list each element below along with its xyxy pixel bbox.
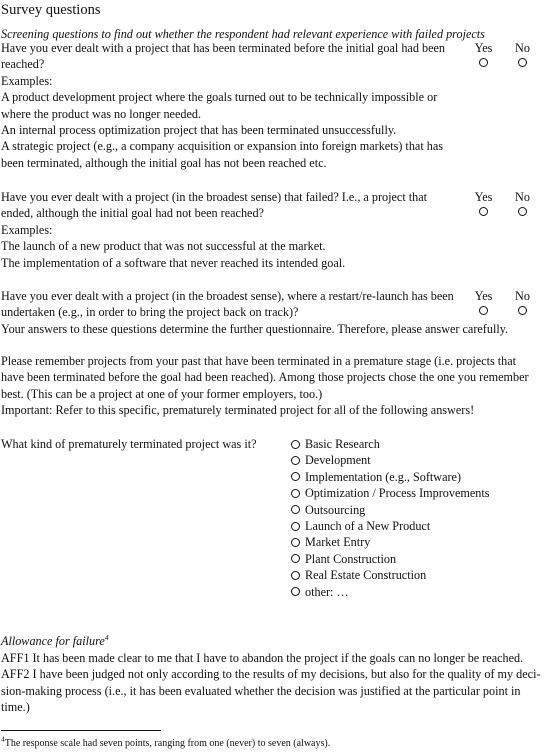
- option-label: Development: [305, 453, 371, 468]
- option-label: other: …: [305, 584, 349, 599]
- option-radio[interactable]: [291, 587, 300, 596]
- paragraph-line: best. (This can be a project at one of your former employers, too.): [1, 386, 323, 401]
- example-line: where the product was no longer needed.: [1, 106, 202, 121]
- remember-paragraph: [1, 353, 551, 419]
- aff2-item-cont: sion-making process (i.e., it has been evaluated whether the decision was justified at the particular point in: [1, 683, 521, 698]
- question-1-line: reached?: [1, 57, 45, 72]
- paragraph-line: Please remember projects from your past that have been terminated in a premature stage (i.e. projects that: [1, 354, 517, 368]
- kind-option[interactable]: [291, 485, 489, 501]
- q2-yes-radio[interactable]: [479, 207, 488, 216]
- option-label: Basic Research: [305, 437, 380, 451]
- allowance-heading: [1, 633, 109, 649]
- example-line: A strategic project (e.g., a company acquisition or expansion into foreign markets) that has: [1, 139, 444, 154]
- option-radio[interactable]: [291, 571, 300, 580]
- option-label: Market Entry: [305, 535, 371, 550]
- kind-option[interactable]: [291, 469, 489, 485]
- examples-label: Examples:: [1, 222, 53, 237]
- option-label: Launch of a New Product: [305, 518, 431, 533]
- question-2: [1, 189, 471, 271]
- question-2-line: Have you ever dealt with a project (in the broadest sense) that failed? I.e., a project that: [1, 190, 428, 204]
- kind-option[interactable]: [291, 567, 489, 583]
- example-line: been terminated, although the initial goal has not been reached etc.: [1, 155, 327, 170]
- aff1-item: AFF1 It has been made clear to me that I have to abandon the project if the goals can no longer be reached.: [1, 651, 524, 665]
- footnote-text: The response scale had seven points, ranging from one (never) to seven (always).: [4, 738, 331, 749]
- aff2-item-cont: time.): [1, 700, 30, 715]
- option-radio[interactable]: [291, 440, 300, 449]
- option-radio[interactable]: [291, 505, 300, 514]
- kind-option[interactable]: [291, 534, 489, 550]
- question-1: [1, 40, 471, 171]
- option-radio[interactable]: [291, 538, 300, 547]
- option-radio[interactable]: [291, 472, 300, 481]
- allowance-heading-text: Allowance for failure: [1, 634, 105, 648]
- footnote-mark: 4: [1, 734, 5, 744]
- no-label: No: [515, 289, 530, 303]
- important-note: Important: Refer to this specific, prematurely terminated project for all of the following answers!: [1, 403, 475, 418]
- q1-yes-radio[interactable]: [479, 58, 488, 67]
- kind-option[interactable]: [291, 551, 489, 567]
- yes-label: Yes: [474, 289, 493, 303]
- option-radio[interactable]: [291, 522, 300, 531]
- question-3: [1, 288, 541, 337]
- footnote: [1, 734, 331, 750]
- q3-no-radio[interactable]: [518, 306, 527, 315]
- question-1-line: Have you ever dealt with a project that has been terminated before the initial goal had been: [1, 41, 445, 55]
- question-3-line: Have you ever dealt with a project (in the broadest sense), where a restart/re-launch has been: [1, 289, 454, 303]
- kind-option[interactable]: [291, 584, 489, 600]
- no-label: No: [515, 41, 530, 55]
- example-line: A product development project where the goals turned out to be technically impossible or: [1, 90, 438, 105]
- project-kind-question: What kind of prematurely terminated project was it?: [1, 437, 257, 451]
- example-line: The implementation of a software that never reached its intended goal.: [1, 255, 346, 270]
- option-radio[interactable]: [291, 456, 300, 465]
- footnote-ref: 4: [104, 632, 109, 642]
- paragraph-line: have been terminated before the goal had been reached). Among those projects chose the one you remember: [1, 370, 529, 385]
- allowance-items: [1, 650, 553, 716]
- q1-no-radio[interactable]: [518, 58, 527, 67]
- question-3-yes-no: [464, 288, 542, 315]
- project-kind-options: [291, 436, 489, 600]
- example-line: The launch of a new product that was not successful at the market.: [1, 239, 326, 254]
- option-radio[interactable]: [291, 554, 300, 563]
- instruction-text: Your answers to these questions determine the further questionnaire. Therefore, please answer carefully.: [1, 321, 509, 336]
- option-label: Real Estate Construction: [305, 568, 427, 583]
- yes-label: Yes: [474, 190, 493, 204]
- aff2-item: AFF2 I have been judged not only according to the results of my decisions, but also for the quality of my deci-: [1, 667, 541, 682]
- examples-label: Examples:: [1, 73, 53, 88]
- page-title: Survey questions: [1, 2, 101, 18]
- option-label: Plant Construction: [305, 551, 397, 566]
- question-3-line: undertaken (e.g., in order to bring the project back on track)?: [1, 305, 299, 320]
- kind-option[interactable]: [291, 518, 489, 534]
- question-2-yes-no: [464, 189, 542, 216]
- example-line: An internal process optimization project that has been terminated unsuccessfully.: [1, 123, 397, 138]
- option-label: Implementation (e.g., Software): [305, 469, 462, 484]
- no-label: No: [515, 190, 530, 204]
- section-subtitle: Screening questions to find out whether the respondent had relevant experience with failed projects: [1, 27, 485, 41]
- question-2-line: ended, although the initial goal had not been reached?: [1, 206, 264, 221]
- kind-option[interactable]: [291, 502, 489, 518]
- footnote-divider: [1, 730, 161, 731]
- option-radio[interactable]: [291, 489, 300, 498]
- yes-label: Yes: [474, 41, 493, 55]
- q2-no-radio[interactable]: [518, 207, 527, 216]
- q3-yes-radio[interactable]: [479, 306, 488, 315]
- kind-option[interactable]: [291, 436, 489, 452]
- kind-option[interactable]: [291, 452, 489, 468]
- option-label: Outsourcing: [305, 502, 366, 517]
- question-1-yes-no: [464, 40, 542, 67]
- option-label: Optimization / Process Improvements: [305, 486, 490, 501]
